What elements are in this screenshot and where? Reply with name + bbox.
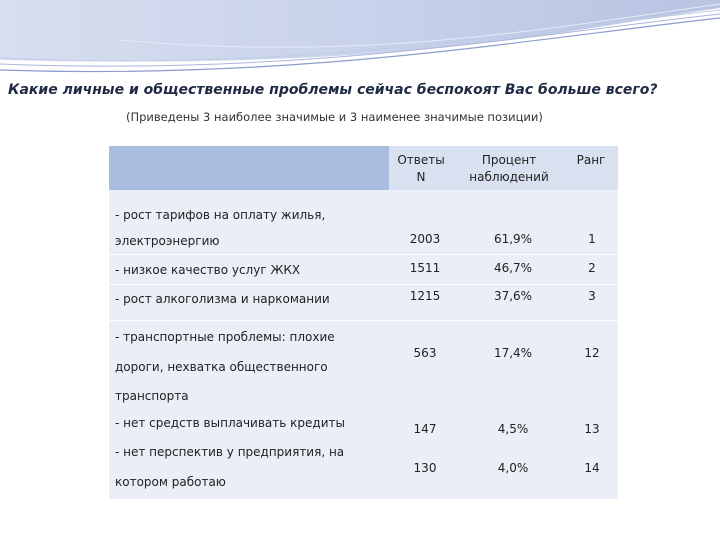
header-rank: Ранг xyxy=(576,153,606,167)
decorative-header-waves xyxy=(0,0,720,80)
row6-percent: 4,0% xyxy=(497,461,529,475)
row1-label-line2: электроэнергию xyxy=(115,234,220,248)
header-percent-line2: наблюдений xyxy=(469,170,549,184)
header-band-left xyxy=(109,146,389,190)
row6-label-line2: котором работаю xyxy=(115,475,226,489)
row1-n: 2003 xyxy=(409,232,441,246)
row6-n: 130 xyxy=(413,461,437,475)
row2-percent: 46,7% xyxy=(493,261,533,275)
row2-rank: 2 xyxy=(588,261,596,275)
row6-label-line1: - нет перспектив у предприятия, на xyxy=(115,445,345,459)
row1-label-line1: - рост тарифов на оплату жилья, xyxy=(115,208,326,222)
row1-rank: 1 xyxy=(588,232,596,246)
row4-percent: 17,4% xyxy=(493,346,533,360)
row2-n: 1511 xyxy=(409,261,441,275)
row5-rank: 13 xyxy=(584,422,600,436)
row4-n: 563 xyxy=(413,346,437,360)
row2-label: - низкое качество услуг ЖКХ xyxy=(115,263,301,277)
row-separator xyxy=(109,320,618,321)
header-percent xyxy=(459,152,559,186)
page-title: Какие личные и общественные проблемы сейчас беспокоят Вас больше всего? xyxy=(8,82,658,98)
header-answers xyxy=(391,152,451,186)
header-answers-line2: N xyxy=(416,170,426,184)
row3-n: 1215 xyxy=(409,289,441,303)
results-table xyxy=(109,146,618,499)
row5-label: - нет средств выплачивать кредиты xyxy=(115,416,345,430)
row5-percent: 4,5% xyxy=(497,422,529,436)
row-separator xyxy=(109,254,618,255)
row4-rank: 12 xyxy=(584,346,600,360)
row4-label-line1: - транспортные проблемы: плохие xyxy=(115,330,335,344)
row1-percent: 61,9% xyxy=(493,232,533,246)
row4-label-line3: транспорта xyxy=(115,389,189,403)
row4-label-line2: дороги, нехватка общественного xyxy=(115,360,328,374)
header-answers-line1: Ответы xyxy=(397,153,445,167)
row3-rank: 3 xyxy=(588,289,596,303)
row-separator xyxy=(109,284,618,285)
row5-n: 147 xyxy=(413,422,437,436)
row3-label: - рост алкоголизма и наркомании xyxy=(115,292,330,306)
row3-percent: 37,6% xyxy=(493,289,533,303)
page-subtitle: (Приведены 3 наиболее значимые и 3 наименее значимые позиции) xyxy=(126,110,543,124)
header-percent-line1: Процент xyxy=(481,153,537,167)
row6-rank: 14 xyxy=(584,461,600,475)
